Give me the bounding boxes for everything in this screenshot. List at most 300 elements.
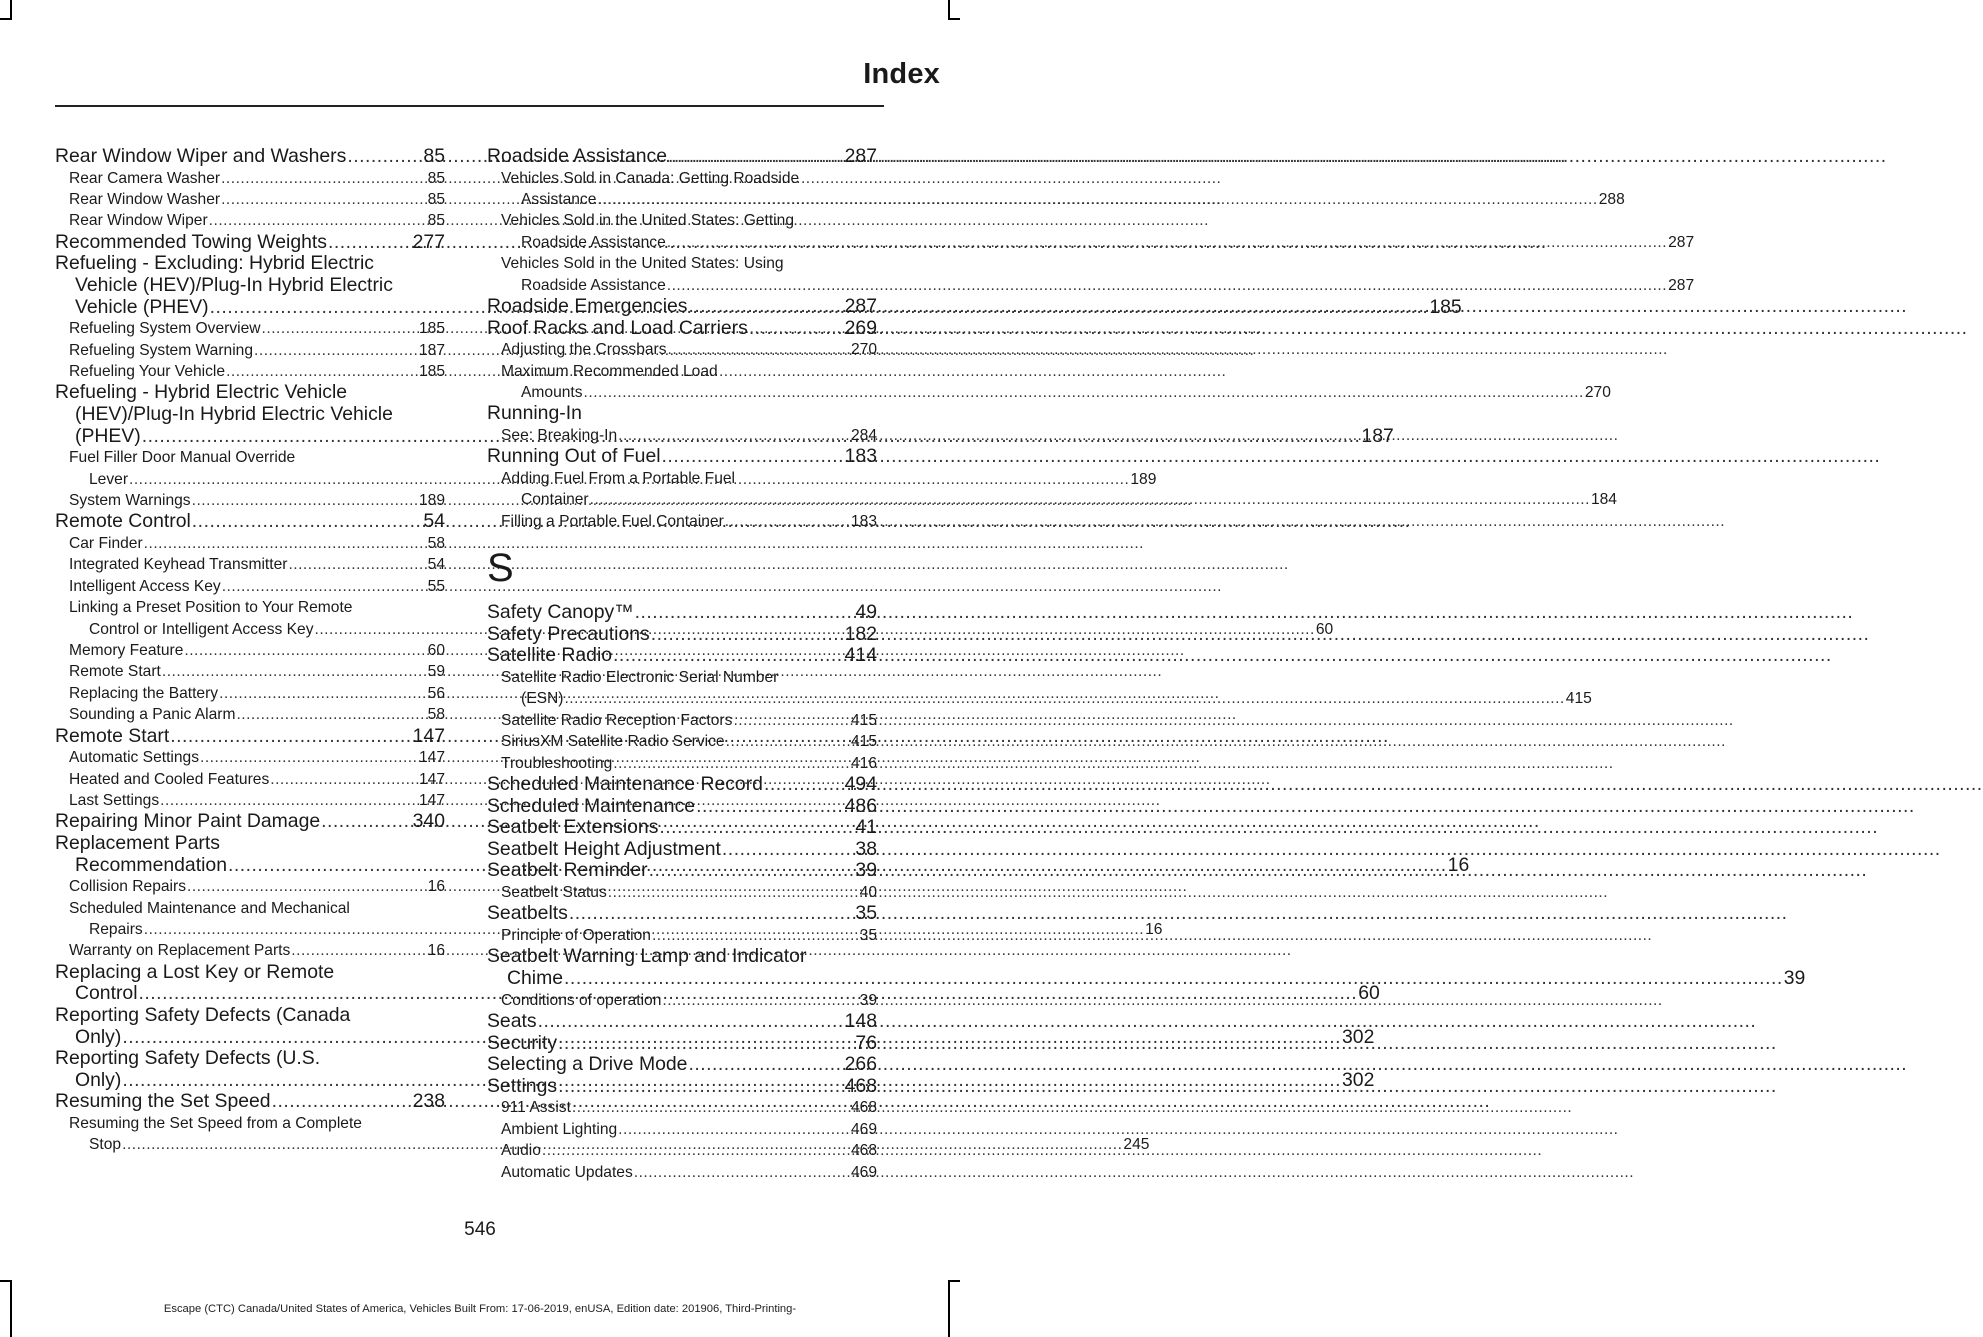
entry-line bbox=[501, 275, 1695, 296]
entry-page-number: 49 bbox=[855, 601, 877, 624]
entry-line bbox=[487, 1054, 877, 1076]
dot-leader bbox=[662, 990, 858, 1011]
entry-text: Car Finder bbox=[69, 535, 143, 552]
dot-leader bbox=[291, 940, 426, 961]
entry-line bbox=[69, 340, 445, 361]
entry-page-number: 40 bbox=[859, 884, 877, 902]
entry-page-number: 85 bbox=[423, 145, 445, 167]
entry-text: Chime bbox=[507, 967, 564, 990]
entry-page-number: 39 bbox=[859, 991, 877, 1009]
entry-line bbox=[487, 146, 877, 168]
entry-text: Principle of Operation bbox=[501, 927, 651, 945]
entry-line bbox=[501, 511, 877, 532]
entry-line bbox=[501, 489, 1617, 510]
entry-page-number: 245 bbox=[1123, 1136, 1150, 1154]
dot-leader bbox=[590, 491, 1590, 508]
entry-text: Rear Camera Washer bbox=[69, 169, 221, 187]
index-subentry bbox=[55, 683, 445, 704]
entry-page-number: 238 bbox=[412, 1090, 445, 1113]
crop-mark bbox=[0, 1280, 12, 1282]
index-entry bbox=[487, 774, 877, 796]
index-subentry bbox=[487, 667, 1592, 710]
entry-text-line: Running-In bbox=[487, 402, 582, 425]
entry-text: Remote Control bbox=[55, 510, 191, 533]
index-entry bbox=[487, 403, 877, 425]
dot-leader bbox=[262, 318, 418, 339]
entry-page-number: 414 bbox=[844, 644, 877, 667]
index-entry bbox=[487, 624, 877, 646]
entry-line bbox=[501, 1162, 877, 1183]
entry-page-number: 302 bbox=[1342, 1068, 1375, 1091]
entry-line bbox=[501, 339, 877, 360]
entry-line bbox=[69, 554, 445, 575]
entry-page-number: 16 bbox=[1447, 853, 1470, 876]
entry-text-line: Vehicle (HEV)/Plug-In Hybrid Electric bbox=[75, 274, 393, 296]
entry-line bbox=[69, 318, 445, 339]
entry-text: Audio bbox=[501, 1142, 541, 1160]
entry-text-line: Scheduled Maintenance and Mechanical bbox=[69, 899, 350, 917]
entry-page-number: 284 bbox=[850, 427, 877, 445]
entry-text: Security bbox=[487, 1031, 558, 1054]
entry-line bbox=[487, 967, 1806, 990]
dot-leader bbox=[288, 554, 426, 575]
index-entry bbox=[487, 645, 877, 667]
dot-leader bbox=[160, 790, 418, 811]
entry-text: See: Breaking-In bbox=[501, 427, 618, 445]
entry-page-number: 59 bbox=[427, 663, 445, 681]
entry-text: Last Settings bbox=[69, 792, 160, 810]
entry-page-number: 85 bbox=[427, 212, 445, 230]
entry-text: Refueling System Overview bbox=[69, 320, 261, 338]
index-entry bbox=[487, 1033, 877, 1055]
entry-text: Amounts bbox=[521, 384, 583, 402]
entry-line bbox=[55, 811, 445, 833]
dot-leader bbox=[270, 769, 418, 790]
footer-edition-text: Escape (CTC) Canada/United States of America, Vehicles Built From: 17-06-2019, enUSA, Edition date: 201906, Third-Printing- bbox=[163, 1303, 797, 1315]
entry-page-number: 182 bbox=[844, 622, 877, 645]
index-subentry bbox=[55, 790, 445, 811]
section-letter: S bbox=[487, 546, 514, 591]
entry-page-number: 189 bbox=[1130, 470, 1157, 488]
entry-page-number: 266 bbox=[844, 1053, 877, 1076]
entry-page-number: 185 bbox=[418, 320, 445, 338]
entry-page-number: 269 bbox=[844, 316, 877, 339]
index-subentry bbox=[487, 168, 1625, 211]
entry-text: System Warnings bbox=[69, 492, 191, 509]
crop-mark bbox=[948, 18, 960, 20]
dot-leader bbox=[651, 624, 844, 646]
index-subentry bbox=[487, 253, 1695, 296]
crop-mark bbox=[948, 1280, 960, 1282]
dot-leader bbox=[618, 425, 850, 446]
entry-text-line: Vehicles Sold in the United States: Getting bbox=[501, 212, 794, 230]
dot-leader bbox=[200, 747, 418, 768]
entry-line bbox=[487, 318, 877, 340]
entry-line bbox=[69, 168, 445, 189]
entry-line bbox=[501, 1097, 877, 1118]
entry-text: Ambient Lighting bbox=[501, 1120, 618, 1138]
entry-text: Adjusting the Crossbars bbox=[501, 341, 667, 359]
entry-line bbox=[487, 1076, 877, 1098]
entry-text: (PHEV) bbox=[75, 424, 141, 447]
entry-line bbox=[501, 1140, 877, 1161]
entry-page-number: 416 bbox=[850, 754, 877, 772]
entry-page-number: 58 bbox=[427, 706, 445, 724]
dot-leader bbox=[584, 384, 1584, 401]
dot-leader bbox=[538, 1011, 844, 1033]
entry-page-number: 486 bbox=[844, 794, 877, 817]
dot-leader bbox=[221, 189, 427, 210]
index-subentry bbox=[55, 361, 445, 382]
index-subentry bbox=[55, 576, 445, 597]
dot-leader bbox=[222, 576, 427, 597]
entry-page-number: 54 bbox=[423, 510, 445, 533]
dot-leader bbox=[226, 361, 418, 382]
entry-line bbox=[69, 747, 445, 768]
entry-page-number: 58 bbox=[427, 535, 445, 552]
entry-line bbox=[487, 645, 877, 667]
entry-page-number: 340 bbox=[412, 810, 445, 833]
entry-line bbox=[487, 602, 877, 624]
entry-text: Container bbox=[521, 491, 589, 509]
entry-page-number: 415 bbox=[1565, 690, 1592, 708]
dot-leader bbox=[558, 1033, 854, 1055]
entry-line bbox=[487, 817, 877, 839]
index-subentry bbox=[55, 189, 445, 210]
entry-text: Only) bbox=[75, 1068, 122, 1091]
entry-page-number: 147 bbox=[418, 792, 445, 810]
entry-page-number: 60 bbox=[427, 642, 445, 660]
entry-text: Integrated Keyhead Transmitter bbox=[69, 556, 288, 574]
entry-text: Roadside Emergencies bbox=[487, 295, 688, 318]
entry-line bbox=[69, 704, 445, 725]
entry-text: Assistance bbox=[521, 191, 597, 208]
entry-line bbox=[69, 769, 445, 790]
index-subentry bbox=[487, 882, 877, 903]
index-subentry bbox=[55, 490, 445, 511]
index-subentry bbox=[487, 1162, 877, 1183]
entry-text-line: Resuming the Set Speed from a Complete bbox=[69, 1115, 362, 1133]
index-entry bbox=[487, 1054, 877, 1076]
entry-text: Repairs bbox=[89, 921, 143, 939]
dot-leader bbox=[272, 1091, 412, 1113]
entry-line bbox=[69, 490, 445, 511]
entry-line bbox=[487, 903, 877, 925]
entry-text: Settings bbox=[487, 1074, 558, 1097]
entry-line bbox=[487, 796, 877, 818]
crop-mark bbox=[948, 0, 950, 18]
entry-text: Conditions of operation bbox=[501, 991, 662, 1009]
dot-leader bbox=[597, 191, 1597, 208]
entry-line bbox=[69, 640, 445, 661]
dot-leader bbox=[321, 811, 412, 833]
entry-text: Recommendation bbox=[75, 853, 227, 876]
dot-leader bbox=[635, 602, 855, 624]
dot-leader bbox=[236, 704, 426, 725]
index-subentry bbox=[55, 533, 445, 554]
entry-page-number: 415 bbox=[850, 733, 877, 751]
index-entry bbox=[55, 726, 445, 748]
index-subentry bbox=[55, 747, 445, 768]
dot-leader bbox=[569, 903, 855, 925]
dot-leader bbox=[192, 511, 423, 533]
dot-leader bbox=[667, 234, 1667, 251]
dot-leader bbox=[328, 232, 412, 254]
dot-leader bbox=[764, 774, 844, 796]
entry-text: Selecting a Drive Mode bbox=[487, 1053, 688, 1076]
entry-text: Collision Repairs bbox=[69, 878, 186, 896]
header-divider bbox=[55, 105, 884, 107]
entry-line bbox=[55, 146, 445, 168]
entry-page-number: 187 bbox=[418, 341, 445, 359]
entry-page-number: 415 bbox=[850, 711, 877, 729]
dot-leader bbox=[618, 1119, 850, 1140]
entry-text: Rear Window Wiper and Washers bbox=[55, 145, 347, 167]
dot-leader bbox=[668, 146, 844, 168]
dot-leader bbox=[649, 860, 855, 882]
entry-text: Seatbelt Height Adjustment bbox=[487, 837, 721, 860]
index-subentry bbox=[487, 731, 877, 752]
index-subentry bbox=[487, 425, 877, 446]
dot-leader bbox=[634, 1162, 850, 1183]
entry-page-number: 277 bbox=[412, 230, 445, 253]
entry-line bbox=[69, 361, 445, 382]
entry-text: Satellite Radio Reception Factors bbox=[501, 711, 733, 729]
index-entry bbox=[487, 146, 877, 168]
index-entry bbox=[55, 1091, 445, 1113]
entry-page-number: 270 bbox=[1584, 384, 1611, 402]
entry-text-line: Replacing a Lost Key or Remote bbox=[55, 960, 335, 983]
entry-page-number: 189 bbox=[418, 492, 445, 509]
dot-leader bbox=[668, 339, 850, 360]
entry-page-number: 468 bbox=[844, 1074, 877, 1097]
entry-text: Satellite Radio bbox=[487, 644, 613, 667]
entry-line bbox=[69, 210, 445, 231]
entry-line bbox=[501, 925, 877, 946]
dot-leader bbox=[688, 296, 843, 318]
entry-text: Safety Canopy™ bbox=[487, 601, 634, 624]
index-subentry bbox=[487, 925, 877, 946]
entry-page-number: 469 bbox=[850, 1120, 877, 1138]
entry-line bbox=[69, 790, 445, 811]
entry-text: Automatic Updates bbox=[501, 1163, 633, 1181]
dot-leader bbox=[184, 640, 426, 661]
entry-page-number: 16 bbox=[1145, 921, 1163, 939]
entry-page-number: 147 bbox=[418, 770, 445, 788]
entry-page-number: 41 bbox=[855, 816, 877, 839]
entry-text: Intelligent Access Key bbox=[69, 577, 221, 595]
crop-mark bbox=[10, 0, 12, 18]
entry-line bbox=[487, 296, 877, 318]
entry-page-number: 468 bbox=[850, 1099, 877, 1117]
index-subentry bbox=[487, 339, 877, 360]
dot-leader bbox=[542, 1140, 850, 1161]
entry-page-number: 183 bbox=[850, 512, 877, 530]
dot-leader bbox=[219, 683, 427, 704]
dot-leader bbox=[688, 1054, 843, 1076]
entry-text: Heated and Cooled Features bbox=[69, 770, 270, 788]
entry-page-number: 147 bbox=[418, 749, 445, 767]
entry-text: Troubleshooting bbox=[501, 754, 613, 772]
entry-page-number: 55 bbox=[427, 577, 445, 595]
entry-text: Refueling Your Vehicle bbox=[69, 363, 226, 380]
entry-line bbox=[69, 661, 445, 682]
entry-page-number: 35 bbox=[859, 927, 877, 945]
entry-line bbox=[501, 232, 1695, 253]
index-subentry bbox=[487, 1097, 877, 1118]
index-subentry bbox=[55, 940, 445, 961]
entry-text: Vehicle (PHEV) bbox=[75, 295, 209, 318]
entry-text: Stop bbox=[89, 1136, 122, 1154]
entry-text: Scheduled Maintenance Record bbox=[487, 773, 763, 796]
entry-text: Seats bbox=[487, 1010, 537, 1033]
dot-leader bbox=[613, 645, 844, 667]
dot-leader bbox=[613, 753, 850, 774]
entry-text: Rear Window Washer bbox=[69, 191, 221, 208]
entry-text: SiriusXM Satellite Radio Service bbox=[501, 733, 725, 751]
entry-page-number: 183 bbox=[844, 445, 877, 468]
entry-line bbox=[487, 446, 877, 468]
entry-line bbox=[487, 624, 877, 646]
index-entry bbox=[487, 860, 877, 882]
entry-line bbox=[55, 1091, 445, 1113]
dot-leader bbox=[725, 511, 850, 532]
entry-text: Warranty on Replacement Parts bbox=[69, 942, 291, 960]
index-subentry bbox=[487, 210, 1695, 253]
index-entry bbox=[55, 811, 445, 833]
entry-page-number: 287 bbox=[844, 295, 877, 318]
entry-line bbox=[55, 726, 445, 748]
entry-text-line: Reporting Safety Defects (U.S. bbox=[55, 1047, 321, 1070]
entry-page-number: 85 bbox=[427, 191, 445, 208]
dot-leader bbox=[652, 925, 859, 946]
entry-page-number: 184 bbox=[1590, 491, 1617, 509]
entry-page-number: 287 bbox=[1668, 276, 1695, 294]
entry-text-line: Vehicles Sold in the United States: Using bbox=[501, 255, 784, 273]
entry-text: Running Out of Fuel bbox=[487, 445, 661, 468]
entry-text: Roadside Assistance bbox=[521, 276, 666, 294]
entry-text: Filling a Portable Fuel Container bbox=[501, 512, 724, 530]
entry-text-line: Satellite Radio Electronic Serial Number bbox=[501, 669, 779, 687]
entry-line bbox=[501, 189, 1625, 210]
index-subentry bbox=[55, 876, 445, 897]
index-subentry bbox=[55, 661, 445, 682]
entry-line bbox=[501, 382, 1611, 403]
entry-page-number: 469 bbox=[850, 1163, 877, 1181]
dot-leader bbox=[192, 490, 418, 511]
crop-mark bbox=[0, 18, 12, 20]
entry-text: Lever bbox=[89, 470, 129, 488]
entry-line bbox=[501, 425, 877, 446]
entry-text: (ESN) bbox=[521, 690, 564, 708]
dot-leader bbox=[722, 839, 855, 861]
entry-text: Seatbelt Extensions bbox=[487, 816, 659, 839]
entry-line bbox=[501, 688, 1592, 709]
entry-text-line: Maximum Recommended Load bbox=[501, 362, 718, 380]
index-entry bbox=[55, 511, 445, 533]
dot-leader bbox=[187, 876, 427, 897]
entry-text: Seatbelts bbox=[487, 902, 568, 925]
dot-leader bbox=[170, 726, 411, 748]
index-subentry bbox=[487, 1140, 877, 1161]
entry-line bbox=[69, 876, 445, 897]
index-subentry bbox=[55, 210, 445, 231]
index-entry bbox=[487, 318, 877, 340]
index-entry bbox=[487, 1011, 877, 1033]
entry-line bbox=[55, 511, 445, 533]
index-entry bbox=[55, 146, 445, 168]
dot-leader bbox=[608, 882, 859, 903]
dot-leader bbox=[254, 340, 418, 361]
page-title: Index bbox=[863, 58, 940, 90]
index-entry bbox=[487, 1076, 877, 1098]
index-entry bbox=[487, 817, 877, 839]
entry-page-number: 56 bbox=[427, 684, 445, 702]
index-entry bbox=[487, 602, 877, 624]
dot-leader bbox=[144, 533, 427, 554]
index-subentry bbox=[55, 340, 445, 361]
index-entry bbox=[487, 839, 877, 861]
index-entry bbox=[487, 945, 1806, 990]
page-number: 546 bbox=[464, 1219, 496, 1240]
entry-line bbox=[487, 839, 877, 861]
entry-page-number: 185 bbox=[1429, 295, 1462, 318]
index-subentry bbox=[55, 554, 445, 575]
entry-text-line: Seatbelt Warning Lamp and Indicator bbox=[487, 945, 807, 968]
index-subentry bbox=[487, 753, 877, 774]
entry-text: Automatic Settings bbox=[69, 749, 200, 767]
entry-page-number: 287 bbox=[844, 145, 877, 167]
index-subentry bbox=[55, 640, 445, 661]
entry-text: 911 Assist bbox=[501, 1099, 571, 1117]
dot-leader bbox=[696, 796, 844, 818]
entry-page-number: 287 bbox=[1668, 233, 1695, 251]
entry-text: Control bbox=[75, 982, 138, 1005]
entry-text-line: Reporting Safety Defects (Canada bbox=[55, 1004, 351, 1027]
entry-line bbox=[55, 232, 445, 254]
entry-page-number: 147 bbox=[412, 724, 445, 747]
entry-text: Only) bbox=[75, 1025, 122, 1048]
entry-page-number: 35 bbox=[855, 902, 877, 925]
entry-text: Remote Start bbox=[55, 724, 170, 747]
entry-line bbox=[487, 1011, 877, 1033]
index-subentry bbox=[487, 990, 877, 1011]
entry-text: Roof Racks and Load Carriers bbox=[487, 316, 748, 339]
entry-page-number: 302 bbox=[1342, 1025, 1375, 1048]
dot-leader bbox=[662, 446, 844, 468]
entry-page-number: 16 bbox=[427, 878, 445, 896]
entry-text: Recommended Towing Weights bbox=[55, 230, 327, 253]
entry-text: Resuming the Set Speed bbox=[55, 1090, 271, 1113]
entry-line bbox=[501, 990, 877, 1011]
dot-leader bbox=[749, 318, 844, 340]
entry-text-line: (HEV)/Plug-In Hybrid Electric Vehicle bbox=[75, 403, 393, 425]
entry-line bbox=[487, 1033, 877, 1055]
dot-leader bbox=[162, 661, 427, 682]
entry-page-number: 60 bbox=[1315, 620, 1334, 638]
index-subentry bbox=[487, 361, 1611, 404]
index-entry bbox=[487, 296, 877, 318]
entry-text-line: Adding Fuel From a Portable Fuel bbox=[501, 470, 736, 488]
entry-line bbox=[487, 774, 877, 796]
entry-text: Roadside Assistance bbox=[521, 233, 666, 251]
entry-text: Memory Feature bbox=[69, 642, 184, 660]
entry-text: Rear Window Wiper bbox=[69, 212, 208, 230]
entry-text: Sounding a Panic Alarm bbox=[69, 706, 236, 724]
entry-line bbox=[487, 860, 877, 882]
entry-page-number: 39 bbox=[855, 859, 877, 882]
entry-page-number: 16 bbox=[427, 942, 445, 960]
